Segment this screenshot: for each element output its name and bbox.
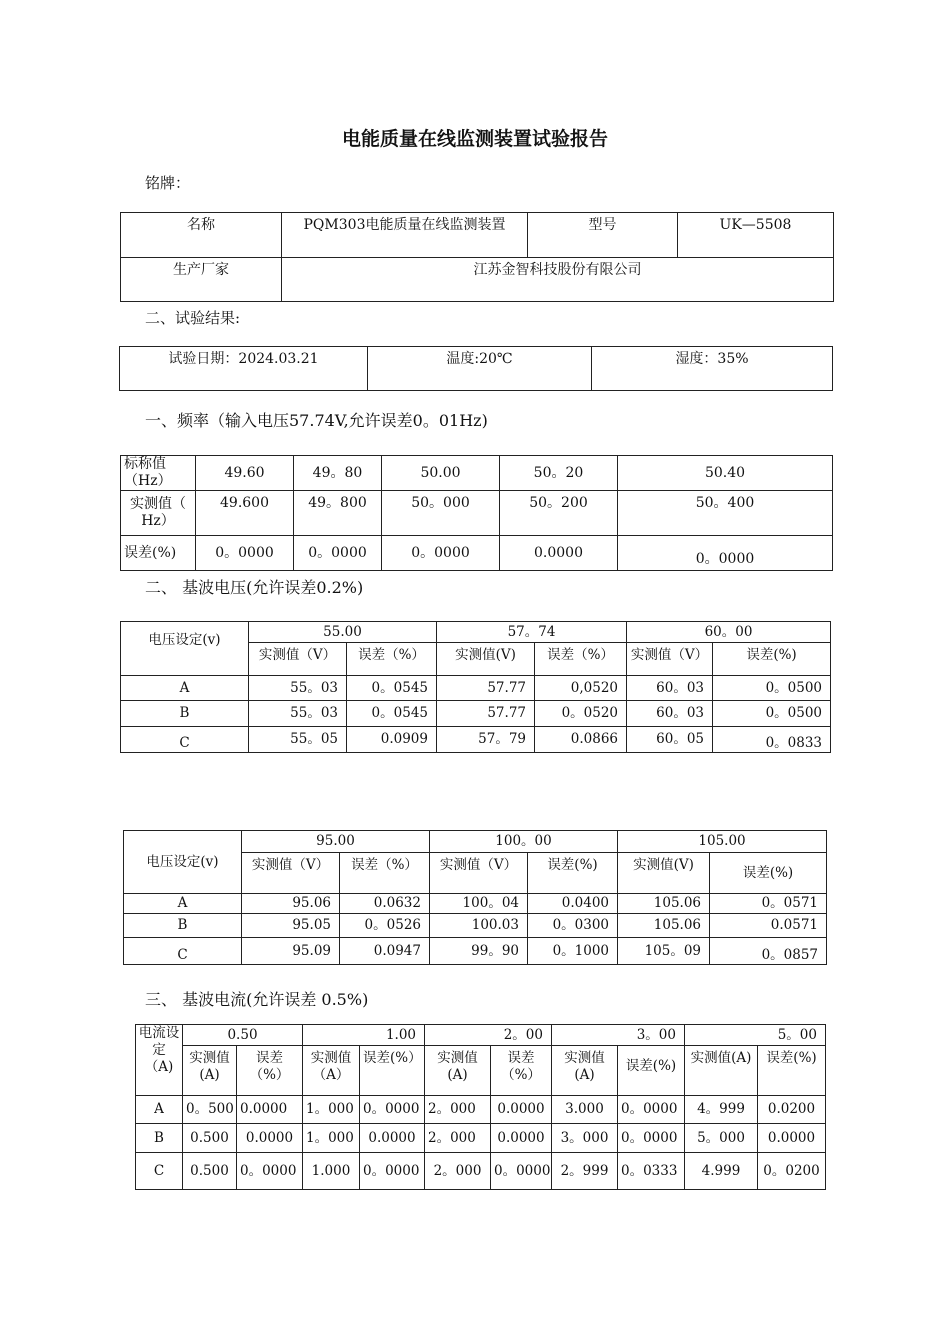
cell: 105.06 xyxy=(618,894,710,914)
cell: 0.500 xyxy=(183,1124,237,1153)
cell: 50。000 xyxy=(382,491,500,536)
cell: 0。0000 xyxy=(237,1153,303,1190)
name-value: PQM303电能质量在线监测装置 xyxy=(282,213,528,258)
cell: 55。03 xyxy=(249,676,347,701)
cell: 3.000 xyxy=(552,1096,618,1124)
cell: 0。0520 xyxy=(535,701,627,727)
sub-header: 实测值(A) xyxy=(552,1046,618,1096)
cell: 5。000 xyxy=(685,1124,758,1153)
cell: 55。05 xyxy=(249,727,347,753)
table-row xyxy=(136,1096,826,1124)
sub-header: 实测值(A) xyxy=(183,1046,237,1096)
cell: 57.77 xyxy=(437,676,535,701)
nameplate-label: 铭牌： xyxy=(145,174,191,192)
table-row xyxy=(136,1124,826,1153)
nameplate-table xyxy=(120,212,834,302)
sub-header: 误差(%） xyxy=(360,1046,425,1096)
table-row xyxy=(121,676,831,701)
cell: 4.999 xyxy=(685,1153,758,1190)
phase-label: A xyxy=(121,676,249,701)
cell: 0。0526 xyxy=(340,914,430,938)
sub-header: 误差（%） xyxy=(491,1046,552,1096)
cell: 0。0000 xyxy=(294,536,382,571)
cell: 2。000 xyxy=(425,1153,491,1190)
phase-label: A xyxy=(124,894,242,914)
table-row xyxy=(121,456,833,491)
cell: 49.60 xyxy=(196,456,294,491)
cell: 0.0909 xyxy=(347,727,437,753)
cell: 57。79 xyxy=(437,727,535,753)
sub-header: 实测值（V） xyxy=(242,853,340,894)
table-row xyxy=(121,701,831,727)
cell: 1。000 xyxy=(303,1096,360,1124)
cell: 95.09 xyxy=(242,938,340,965)
phase-label: C xyxy=(124,938,242,965)
sub-header: 误差(%) xyxy=(528,853,618,894)
sub-header: 误差(%) xyxy=(713,643,831,676)
cell: 105.06 xyxy=(618,914,710,938)
cell: 1.000 xyxy=(303,1153,360,1190)
sub-header: 实测值（V） xyxy=(430,853,528,894)
cell: 4。999 xyxy=(685,1096,758,1124)
group-header: 57。74 xyxy=(437,622,627,643)
table-row xyxy=(121,491,833,536)
cell: 0。0500 xyxy=(713,701,831,727)
sub-header: 误差（%） xyxy=(535,643,627,676)
row-label: 误差(%) xyxy=(121,536,196,571)
report-title: 电能质量在线监测装置试验报告 xyxy=(341,128,608,150)
test-date: 试验日期：2024.03.21 xyxy=(120,347,368,391)
cell: 49。800 xyxy=(294,491,382,536)
cell: 1。000 xyxy=(303,1124,360,1153)
group-header: 60。00 xyxy=(627,622,831,643)
cell: 0。0857 xyxy=(710,938,827,965)
table-row xyxy=(121,536,833,571)
cell: 95.05 xyxy=(242,914,340,938)
sub-header: 实测值(V) xyxy=(618,853,710,894)
phase-label: C xyxy=(121,727,249,753)
table-row xyxy=(124,914,827,938)
cell: 105。09 xyxy=(618,938,710,965)
cell: 0。0571 xyxy=(710,894,827,914)
group-header: 1.00 xyxy=(303,1025,425,1046)
cell: 55。03 xyxy=(249,701,347,727)
sub-header: 误差(%) xyxy=(710,853,827,894)
cell: 50.40 xyxy=(618,456,833,491)
cell: 0。0333 xyxy=(618,1153,685,1190)
temperature: 温度:20℃ xyxy=(368,347,592,391)
table-row xyxy=(124,894,827,914)
cell: 0.0571 xyxy=(710,914,827,938)
cell: 50.00 xyxy=(382,456,500,491)
phase-label: C xyxy=(136,1153,183,1190)
cell: 0。0833 xyxy=(713,727,831,753)
voltage-table-1 xyxy=(120,621,831,753)
group-header: 105.00 xyxy=(618,831,827,853)
model-label: 型号 xyxy=(528,213,678,258)
table-row xyxy=(124,938,827,965)
cell: 60。05 xyxy=(627,727,713,753)
cell: 0。0300 xyxy=(528,914,618,938)
cell: 57.77 xyxy=(437,701,535,727)
cell: 0。1000 xyxy=(528,938,618,965)
cell: 0.0000 xyxy=(758,1124,826,1153)
cell: 0。0200 xyxy=(758,1153,826,1190)
cell: 49.600 xyxy=(196,491,294,536)
phase-label: B xyxy=(121,701,249,727)
cell: 0。0000 xyxy=(360,1096,425,1124)
table-row xyxy=(121,727,831,753)
cell: 0。0545 xyxy=(347,701,437,727)
table-row xyxy=(136,1153,826,1190)
cell: 0.0400 xyxy=(528,894,618,914)
phase-label: A xyxy=(136,1096,183,1124)
cell: 0。500 xyxy=(183,1096,237,1124)
cell: 49。80 xyxy=(294,456,382,491)
sub-header: 误差(%) xyxy=(618,1046,685,1096)
cell: 0.0000 xyxy=(491,1124,552,1153)
cell: 0。0545 xyxy=(347,676,437,701)
sub-header: 实测值（V） xyxy=(249,643,347,676)
cell: 0.0000 xyxy=(491,1096,552,1124)
maker-value: 江苏金智科技股份有限公司 xyxy=(282,258,834,302)
cell: 0.0866 xyxy=(535,727,627,753)
row-label: 标称值（Hz） xyxy=(121,456,196,491)
cell: 0.0000 xyxy=(237,1096,303,1124)
sub-header: 实测值(V) xyxy=(437,643,535,676)
frequency-table xyxy=(120,455,833,571)
frequency-heading: 一、频率（输入电压57.74V,允许误差0。01Hz) xyxy=(145,411,488,430)
group-header: 55.00 xyxy=(249,622,437,643)
cell: 0.0200 xyxy=(758,1096,826,1124)
current-table xyxy=(135,1024,826,1190)
group-header: 100。00 xyxy=(430,831,618,853)
cell: 95.06 xyxy=(242,894,340,914)
cell: 0。0000 xyxy=(382,536,500,571)
group-header: 3。00 xyxy=(552,1025,685,1046)
cell: 100.03 xyxy=(430,914,528,938)
current-corner: 电流设定（A) xyxy=(136,1025,183,1096)
cell: 0.0632 xyxy=(340,894,430,914)
cell: 60。03 xyxy=(627,701,713,727)
sub-header: 实测值（V） xyxy=(627,643,713,676)
current-heading: 三、 基波电流(允许误差 0.5%) xyxy=(145,990,369,1009)
cell: 0.0000 xyxy=(360,1124,425,1153)
cell: 0。0000 xyxy=(618,536,833,571)
cell: 0.0000 xyxy=(237,1124,303,1153)
sub-header: 误差(%) xyxy=(758,1046,826,1096)
cell: 0。0000 xyxy=(491,1153,552,1190)
row-label: 实测值（ Hz） xyxy=(121,491,196,536)
phase-label: B xyxy=(136,1124,183,1153)
sub-header: 误差（%） xyxy=(237,1046,303,1096)
maker-label: 生产厂家 xyxy=(121,258,282,302)
cell: 2。999 xyxy=(552,1153,618,1190)
cell: 0.500 xyxy=(183,1153,237,1190)
group-header: 0.50 xyxy=(183,1025,303,1046)
model-value: UK—5508 xyxy=(678,213,834,258)
name-label: 名称 xyxy=(121,213,282,258)
cell: 50。400 xyxy=(618,491,833,536)
cell: 2。000 xyxy=(425,1096,491,1124)
sub-header: 实测值(A) xyxy=(425,1046,491,1096)
cell: 0。0000 xyxy=(360,1153,425,1190)
results-label: 二、试验结果: xyxy=(145,309,241,327)
cell: 50。20 xyxy=(500,456,618,491)
phase-label: B xyxy=(124,914,242,938)
cell: 99。90 xyxy=(430,938,528,965)
sub-header: 误差（%） xyxy=(340,853,430,894)
cell: 3。000 xyxy=(552,1124,618,1153)
cell: 0.0000 xyxy=(500,536,618,571)
voltage-corner: 电压设定(v) xyxy=(124,831,242,894)
cell: 0,0520 xyxy=(535,676,627,701)
humidity: 湿度：35% xyxy=(592,347,833,391)
conditions-table xyxy=(119,346,833,391)
voltage-table-2 xyxy=(123,830,827,965)
sub-header: 误差（%） xyxy=(347,643,437,676)
group-header: 95.00 xyxy=(242,831,430,853)
cell: 0。0000 xyxy=(618,1096,685,1124)
group-header: 5。00 xyxy=(685,1025,826,1046)
cell: 100。04 xyxy=(430,894,528,914)
cell: 0。0000 xyxy=(196,536,294,571)
sub-header: 实测值（A） xyxy=(303,1046,360,1096)
voltage-heading: 二、 基波电压(允许误差0.2%) xyxy=(145,578,364,597)
group-header: 2。00 xyxy=(425,1025,552,1046)
sub-header: 实测值(A) xyxy=(685,1046,758,1096)
cell: 0。0000 xyxy=(618,1124,685,1153)
cell: 0。0500 xyxy=(713,676,831,701)
cell: 0.0947 xyxy=(340,938,430,965)
cell: 2。000 xyxy=(425,1124,491,1153)
cell: 60。03 xyxy=(627,676,713,701)
voltage-corner: 电压设定(v) xyxy=(121,622,249,676)
cell: 50。200 xyxy=(500,491,618,536)
